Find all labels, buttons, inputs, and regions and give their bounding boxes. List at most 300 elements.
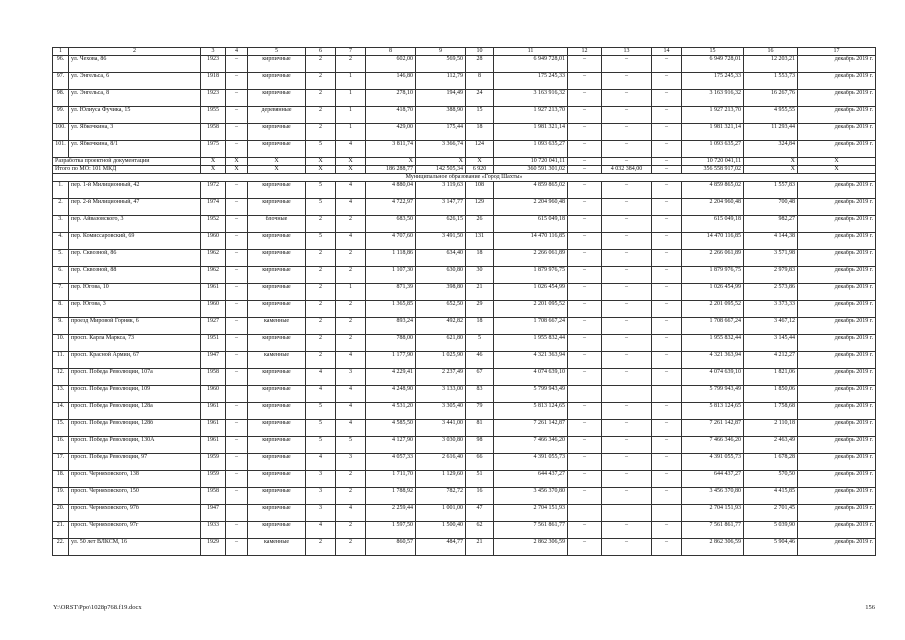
table-cell: 8. <box>53 301 69 318</box>
table-cell: 62 <box>466 522 494 539</box>
table-cell: – <box>652 216 682 233</box>
table-cell: 2 <box>306 352 336 369</box>
table-cell: – <box>226 56 248 73</box>
table-cell: 51 <box>466 471 494 488</box>
table-cell: декабрь 2019 г. <box>798 522 876 539</box>
table-cell: декабрь 2019 г. <box>798 284 876 301</box>
table-cell: 18 <box>466 124 494 141</box>
table-cell: 1 981 321,14 <box>494 124 568 141</box>
column-number-cell: 3 <box>201 48 226 56</box>
table-cell: 12. <box>53 369 69 386</box>
table-cell: 1 093 635,27 <box>682 141 744 158</box>
table-cell: 15. <box>53 420 69 437</box>
table-cell: – <box>226 488 248 505</box>
table-cell: – <box>652 182 682 199</box>
table-cell: 18 <box>466 318 494 335</box>
table-cell: просп. Черняховского, 97б <box>69 505 201 522</box>
table-cell <box>602 386 652 403</box>
table-cell: 14. <box>53 403 69 420</box>
table-cell: 4 <box>336 352 366 369</box>
table-cell: 621,80 <box>416 335 466 352</box>
table-cell: 626,15 <box>416 216 466 233</box>
table-cell: 2 <box>336 539 366 556</box>
table-cell: 1918 <box>201 73 226 90</box>
table-cell: 4 074 639,10 <box>494 369 568 386</box>
table-cell: 131 <box>466 233 494 250</box>
table-cell: – <box>602 539 652 556</box>
table-cell: просп. Карла Маркса, 73 <box>69 335 201 352</box>
table-cell: 1 927 213,70 <box>682 107 744 124</box>
table-cell: 21. <box>53 522 69 539</box>
table-cell: – <box>568 335 602 352</box>
table-cell: 782,72 <box>416 488 466 505</box>
table-cell: 4 859 865,02 <box>682 182 744 199</box>
table-cell: 2 110,18 <box>744 420 798 437</box>
table-cell: кирпичные <box>248 141 306 158</box>
table-cell: – <box>226 124 248 141</box>
table-cell: 5 904,46 <box>744 539 798 556</box>
table-cell: 7 261 142,87 <box>682 420 744 437</box>
table-cell: декабрь 2019 г. <box>798 488 876 505</box>
table-cell: 982,27 <box>744 216 798 233</box>
table-cell: 2 <box>306 267 336 284</box>
table-cell: X <box>798 158 876 166</box>
table-cell: пер. Сквозной, 88 <box>69 267 201 284</box>
table-cell: – <box>652 369 682 386</box>
table-cell: просп. Победа Революции, 97 <box>69 454 201 471</box>
table-cell: 860,57 <box>366 539 416 556</box>
table-cell: 3 441,00 <box>416 420 466 437</box>
table-cell: – <box>226 369 248 386</box>
table-cell: кирпичные <box>248 403 306 420</box>
table-cell: 1958 <box>201 488 226 505</box>
column-number-cell: 2 <box>69 48 201 56</box>
table-cell: 1 025,90 <box>416 352 466 369</box>
table-cell: 24 <box>466 90 494 107</box>
table-cell: X <box>201 158 226 166</box>
table-cell: – <box>226 141 248 158</box>
table-cell: 278,10 <box>366 90 416 107</box>
column-number-cell: 12 <box>568 48 602 56</box>
table-cell: – <box>602 199 652 216</box>
table-cell: 2 201 095,52 <box>494 301 568 318</box>
table-cell: 4 <box>336 233 366 250</box>
table-cell: кирпичные <box>248 488 306 505</box>
table-cell: 108 <box>466 182 494 199</box>
table-cell: – <box>568 182 602 199</box>
table-cell: – <box>568 233 602 250</box>
municipality-header-row <box>53 174 876 182</box>
table-cell <box>568 505 602 522</box>
table-cell: 7 466 346,20 <box>682 437 744 454</box>
table-cell: 2 862 306,59 <box>682 539 744 556</box>
table-cell: 4 127,90 <box>366 437 416 454</box>
table-cell: декабрь 2019 г. <box>798 216 876 233</box>
column-number-cell: 16 <box>744 48 798 56</box>
table-cell: 7 466 346,20 <box>494 437 568 454</box>
table-cell: – <box>226 301 248 318</box>
table-cell: 99. <box>53 107 69 124</box>
table-cell: 615 049,18 <box>682 216 744 233</box>
table-cell: 3. <box>53 216 69 233</box>
table-cell: 4 248,90 <box>366 386 416 403</box>
table-cell: декабрь 2019 г. <box>798 403 876 420</box>
table-cell: 1. <box>53 182 69 199</box>
table-cell: – <box>652 335 682 352</box>
table-cell: – <box>602 488 652 505</box>
table-cell: 124 <box>466 141 494 158</box>
table-cell: 429,00 <box>366 124 416 141</box>
table-cell: 67 <box>466 369 494 386</box>
table-cell: 10 720 041,11 <box>494 158 568 166</box>
table-cell: – <box>226 199 248 216</box>
table-cell: 5 039,90 <box>744 522 798 539</box>
table-cell: 1951 <box>201 335 226 352</box>
table-cell: 1 500,40 <box>416 522 466 539</box>
table-cell: 1 981 321,14 <box>682 124 744 141</box>
table-cell: декабрь 2019 г. <box>798 335 876 352</box>
table-cell: 4 144,38 <box>744 233 798 250</box>
table-cell: 3 373,33 <box>744 301 798 318</box>
table-cell: 175 245,33 <box>682 73 744 90</box>
table-cell: – <box>226 335 248 352</box>
table-cell: 81 <box>466 420 494 437</box>
table-row <box>53 107 876 124</box>
table-cell: X <box>416 158 466 166</box>
table-cell: кирпичные <box>248 233 306 250</box>
table-cell: 1961 <box>201 284 226 301</box>
table-row <box>53 124 876 141</box>
table-cell: 1975 <box>201 141 226 158</box>
table-cell: – <box>652 420 682 437</box>
table-cell: – <box>652 250 682 267</box>
table-cell: 1961 <box>201 420 226 437</box>
column-number-cell: 1 <box>53 48 69 56</box>
table-cell: 4 032 384,00 <box>602 166 652 174</box>
table-row <box>53 352 876 369</box>
table-cell: 18 <box>466 250 494 267</box>
table-cell: 1960 <box>201 386 226 403</box>
table-cell: декабрь 2019 г. <box>798 56 876 73</box>
column-number-cell: 11 <box>494 48 568 56</box>
table-cell: – <box>568 522 602 539</box>
table-cell: 4 880,04 <box>366 182 416 199</box>
table-cell: пер. Айвазовского, 3 <box>69 216 201 233</box>
table-cell: блочные <box>248 216 306 233</box>
table-cell: 4 955,55 <box>744 107 798 124</box>
table-cell: X <box>336 166 366 174</box>
table-cell: декабрь 2019 г. <box>798 233 876 250</box>
column-number-cell: 8 <box>366 48 416 56</box>
table-cell: 630,80 <box>416 267 466 284</box>
table-row <box>53 335 876 352</box>
table-cell: деревянные <box>248 107 306 124</box>
table-cell: 100. <box>53 124 69 141</box>
table-cell: 10. <box>53 335 69 352</box>
table-cell: кирпичные <box>248 369 306 386</box>
table-cell: – <box>602 318 652 335</box>
table-cell: 4 057,33 <box>366 454 416 471</box>
table-cell: 3 305,40 <box>416 403 466 420</box>
table-cell: каменные <box>248 539 306 556</box>
table-cell: 98 <box>466 437 494 454</box>
table-cell: – <box>226 437 248 454</box>
table-cell: 356 558 917,02 <box>682 166 744 174</box>
table-cell: 2 <box>336 488 366 505</box>
table-cell: 4 229,41 <box>366 369 416 386</box>
table-cell: 1923 <box>201 56 226 73</box>
table-cell: 1959 <box>201 471 226 488</box>
table-cell: декабрь 2019 г. <box>798 318 876 335</box>
table-cell: 3 <box>306 505 336 522</box>
table-cell: 4 531,20 <box>366 403 416 420</box>
table-cell: 47 <box>466 505 494 522</box>
table-cell: 2 <box>306 56 336 73</box>
table-cell: 4 <box>336 420 366 437</box>
table-cell: – <box>652 352 682 369</box>
table-cell: 2 259,44 <box>366 505 416 522</box>
table-row <box>53 522 876 539</box>
table-cell: 112,79 <box>416 73 466 90</box>
table-cell: – <box>652 488 682 505</box>
table-cell <box>226 505 248 522</box>
table-cell: 1 879 976,75 <box>494 267 568 284</box>
table-cell: 19. <box>53 488 69 505</box>
table-cell: 1 879 976,75 <box>682 267 744 284</box>
table-cell: X <box>201 166 226 174</box>
table-cell: декабрь 2019 г. <box>798 437 876 454</box>
table-cell: – <box>568 124 602 141</box>
table-cell: 11. <box>53 352 69 369</box>
table-cell: 98. <box>53 90 69 107</box>
table-cell: – <box>568 301 602 318</box>
table-cell: – <box>568 369 602 386</box>
table-cell: 3 <box>306 471 336 488</box>
table-cell: 3 456 370,80 <box>494 488 568 505</box>
table-cell: – <box>226 318 248 335</box>
column-number-cell: 9 <box>416 48 466 56</box>
table-cell: – <box>568 158 602 166</box>
table-cell: 2 979,83 <box>744 267 798 284</box>
table-cell: кирпичные <box>248 199 306 216</box>
table-cell: кирпичные <box>248 437 306 454</box>
table-cell: 1 <box>336 90 366 107</box>
table-cell: 194,49 <box>416 90 466 107</box>
table-cell: – <box>602 352 652 369</box>
table-cell: – <box>652 403 682 420</box>
table-cell: кирпичные <box>248 386 306 403</box>
table-cell: 4 <box>306 369 336 386</box>
table-cell: пер. Югова, 10 <box>69 284 201 301</box>
table-cell: 2 <box>336 471 366 488</box>
table-cell: – <box>226 454 248 471</box>
table-cell: 3 145,44 <box>744 335 798 352</box>
column-number-row <box>53 48 876 56</box>
table-cell: ул. Ябкочкина, 3 <box>69 124 201 141</box>
table-cell: декабрь 2019 г. <box>798 199 876 216</box>
column-number-cell: 4 <box>226 48 248 56</box>
table-cell: 4 <box>336 505 366 522</box>
table-row <box>53 301 876 318</box>
table-cell: кирпичные <box>248 90 306 107</box>
table-cell: 2 204 960,48 <box>682 199 744 216</box>
document-file-path: Y:\ORST\Ppo\1028p768.f19.docx <box>53 604 142 611</box>
table-cell: 2 204 960,48 <box>494 199 568 216</box>
table-row <box>53 318 876 335</box>
table-cell: – <box>568 352 602 369</box>
table-cell: 4 <box>336 182 366 199</box>
table-cell: 893,24 <box>366 318 416 335</box>
table-cell: – <box>226 539 248 556</box>
table-cell: 2 <box>336 267 366 284</box>
table-cell: 129 <box>466 199 494 216</box>
table-cell: пер. Комиссаровский, 69 <box>69 233 201 250</box>
table-cell: – <box>226 250 248 267</box>
table-row <box>53 403 876 420</box>
table-cell: – <box>226 182 248 199</box>
table-cell: 634,40 <box>416 250 466 267</box>
table-cell: – <box>226 233 248 250</box>
table-cell <box>652 386 682 403</box>
column-number-cell: 5 <box>248 48 306 56</box>
table-cell: 1952 <box>201 216 226 233</box>
table-cell: 700,48 <box>744 199 798 216</box>
total-row-label: Итого по МО: 101 МКД <box>53 166 201 174</box>
table-cell: 4 722,97 <box>366 199 416 216</box>
table-cell: кирпичные <box>248 301 306 318</box>
table-cell: декабрь 2019 г. <box>798 420 876 437</box>
table-cell: – <box>602 454 652 471</box>
table-cell: просп. Победа Революции, 130А <box>69 437 201 454</box>
table-cell: 2 <box>336 318 366 335</box>
table-cell: 2 <box>306 73 336 90</box>
table-cell: просп. Черняховского, 150 <box>69 488 201 505</box>
table-cell: ул. Ябкочкина, 8/1 <box>69 141 201 158</box>
table-cell: 3 147,77 <box>416 199 466 216</box>
table-cell: 13. <box>53 386 69 403</box>
table-cell: X <box>744 158 798 166</box>
table-cell: – <box>602 335 652 352</box>
table-cell: 1927 <box>201 318 226 335</box>
table-cell: 418,70 <box>366 107 416 124</box>
table-cell: 4 415,85 <box>744 488 798 505</box>
table-cell: 2 266 061,89 <box>682 250 744 267</box>
table-row <box>53 488 876 505</box>
table-cell: 1972 <box>201 182 226 199</box>
table-cell: 2 704 151,93 <box>682 505 744 522</box>
table-cell: – <box>602 284 652 301</box>
table-cell: 3 119,63 <box>416 182 466 199</box>
table-cell: 30 <box>466 267 494 284</box>
table-cell: 1 708 667,24 <box>682 318 744 335</box>
table-cell: 1 <box>336 107 366 124</box>
table-cell: – <box>602 301 652 318</box>
page-number: 156 <box>865 604 875 611</box>
table-cell <box>568 386 602 403</box>
table-cell: 2 201 095,52 <box>682 301 744 318</box>
table-row <box>53 216 876 233</box>
table-cell: 175 245,33 <box>494 73 568 90</box>
table-cell: X <box>226 166 248 174</box>
table-cell: ул. 50 лет ВЛКСМ, 16 <box>69 539 201 556</box>
table-cell: 1958 <box>201 369 226 386</box>
table-row <box>53 471 876 488</box>
table-body <box>53 48 876 556</box>
table-cell: 2 <box>306 539 336 556</box>
table-cell: 26 <box>466 216 494 233</box>
table-cell: 5 813 124,65 <box>682 403 744 420</box>
table-cell: – <box>652 124 682 141</box>
table-cell: декабрь 2019 г. <box>798 352 876 369</box>
table-cell: – <box>568 454 602 471</box>
table-cell: кирпичные <box>248 182 306 199</box>
table-cell: просп. Черняховского, 97г <box>69 522 201 539</box>
table-row <box>53 454 876 471</box>
table-cell: – <box>652 539 682 556</box>
table-cell: – <box>602 403 652 420</box>
table-cell: 3 811,74 <box>366 141 416 158</box>
table-cell: 142 505,34 <box>416 166 466 174</box>
table-cell <box>652 505 682 522</box>
table-cell: декабрь 2019 г. <box>798 386 876 403</box>
table-cell: – <box>602 90 652 107</box>
table-cell: 9. <box>53 318 69 335</box>
table-cell: каменные <box>248 352 306 369</box>
table-cell: – <box>652 90 682 107</box>
table-cell: 1 107,30 <box>366 267 416 284</box>
table-cell: 2 463,49 <box>744 437 798 454</box>
table-cell: – <box>602 471 652 488</box>
table-cell: 4. <box>53 233 69 250</box>
table-cell: пер. 1-й Милиционный, 42 <box>69 182 201 199</box>
table-cell: пер. 2-й Милиционный, 47 <box>69 199 201 216</box>
table-cell: – <box>226 90 248 107</box>
table-cell: – <box>226 107 248 124</box>
table-cell: – <box>602 420 652 437</box>
table-cell: 652,50 <box>416 301 466 318</box>
table-cell: – <box>652 522 682 539</box>
table-cell: – <box>602 182 652 199</box>
table-cell: 1960 <box>201 301 226 318</box>
table-cell: – <box>568 216 602 233</box>
table-cell: – <box>602 141 652 158</box>
table-cell: 4 212,27 <box>744 352 798 369</box>
table-cell: декабрь 2019 г. <box>798 539 876 556</box>
table-cell: 10 720 041,11 <box>682 158 744 166</box>
table-cell: 4 074 639,10 <box>682 369 744 386</box>
table-cell: 1 678,28 <box>744 454 798 471</box>
table-cell: – <box>568 284 602 301</box>
table-cell: 1961 <box>201 437 226 454</box>
table-cell: 4 707,60 <box>366 233 416 250</box>
table-cell: – <box>652 199 682 216</box>
table-row <box>53 141 876 158</box>
table-cell: 324,84 <box>744 141 798 158</box>
table-cell: – <box>568 488 602 505</box>
table-cell: 4 321 363,94 <box>682 352 744 369</box>
table-cell: декабрь 2019 г. <box>798 124 876 141</box>
table-row <box>53 437 876 454</box>
table-row <box>53 369 876 386</box>
table-cell: декабрь 2019 г. <box>798 182 876 199</box>
table-cell: 20. <box>53 505 69 522</box>
table-cell: 6 920 <box>466 166 494 174</box>
table-row <box>53 233 876 250</box>
table-cell: X <box>336 158 366 166</box>
table-cell: 3 467,12 <box>744 318 798 335</box>
table-row <box>53 505 876 522</box>
column-number-cell: 10 <box>466 48 494 56</box>
